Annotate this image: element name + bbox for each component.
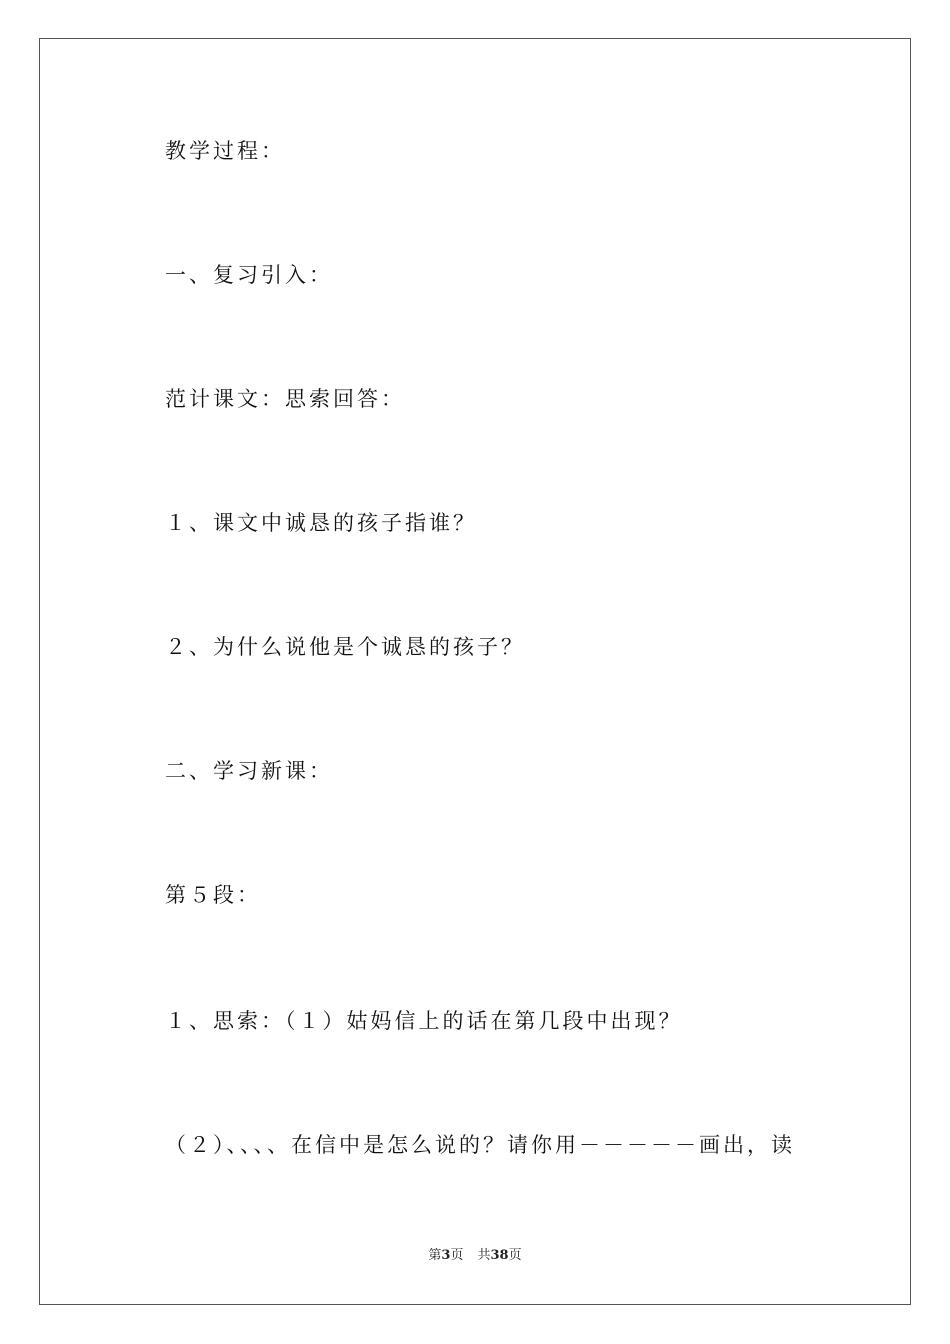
- text-line-read-text: 范计课文：思索回答：: [165, 387, 405, 411]
- footer-page-suffix: 页: [450, 1248, 464, 1263]
- text-line-review-intro: 一、复习引入：: [165, 263, 333, 287]
- footer-total-suffix: 页: [508, 1248, 522, 1263]
- page-frame: [39, 38, 911, 1305]
- text-line-question-1: １、课文中诚恳的孩子指谁？: [165, 511, 477, 535]
- page-footer: [0, 1247, 950, 1265]
- footer-total-pages: 38: [490, 1248, 509, 1263]
- footer-total-prefix: 共: [477, 1248, 491, 1263]
- text-line-think-question: １、思索：（１）姑妈信上的话在第几段中出现？: [165, 1009, 683, 1033]
- text-line-teaching-process: 教学过程：: [165, 139, 285, 163]
- text-line-letter-question: （２）、、、、在信中是怎么说的？请你用－－－－－画出，读: [165, 1133, 795, 1157]
- footer-page-number: 3: [441, 1248, 451, 1263]
- text-line-paragraph-5: 第５段：: [165, 883, 261, 907]
- footer-page-prefix: 第: [428, 1248, 442, 1263]
- text-line-question-2: ２、为什么说他是个诚恳的孩子？: [165, 635, 525, 659]
- text-line-new-lesson: 二、学习新课：: [165, 759, 333, 783]
